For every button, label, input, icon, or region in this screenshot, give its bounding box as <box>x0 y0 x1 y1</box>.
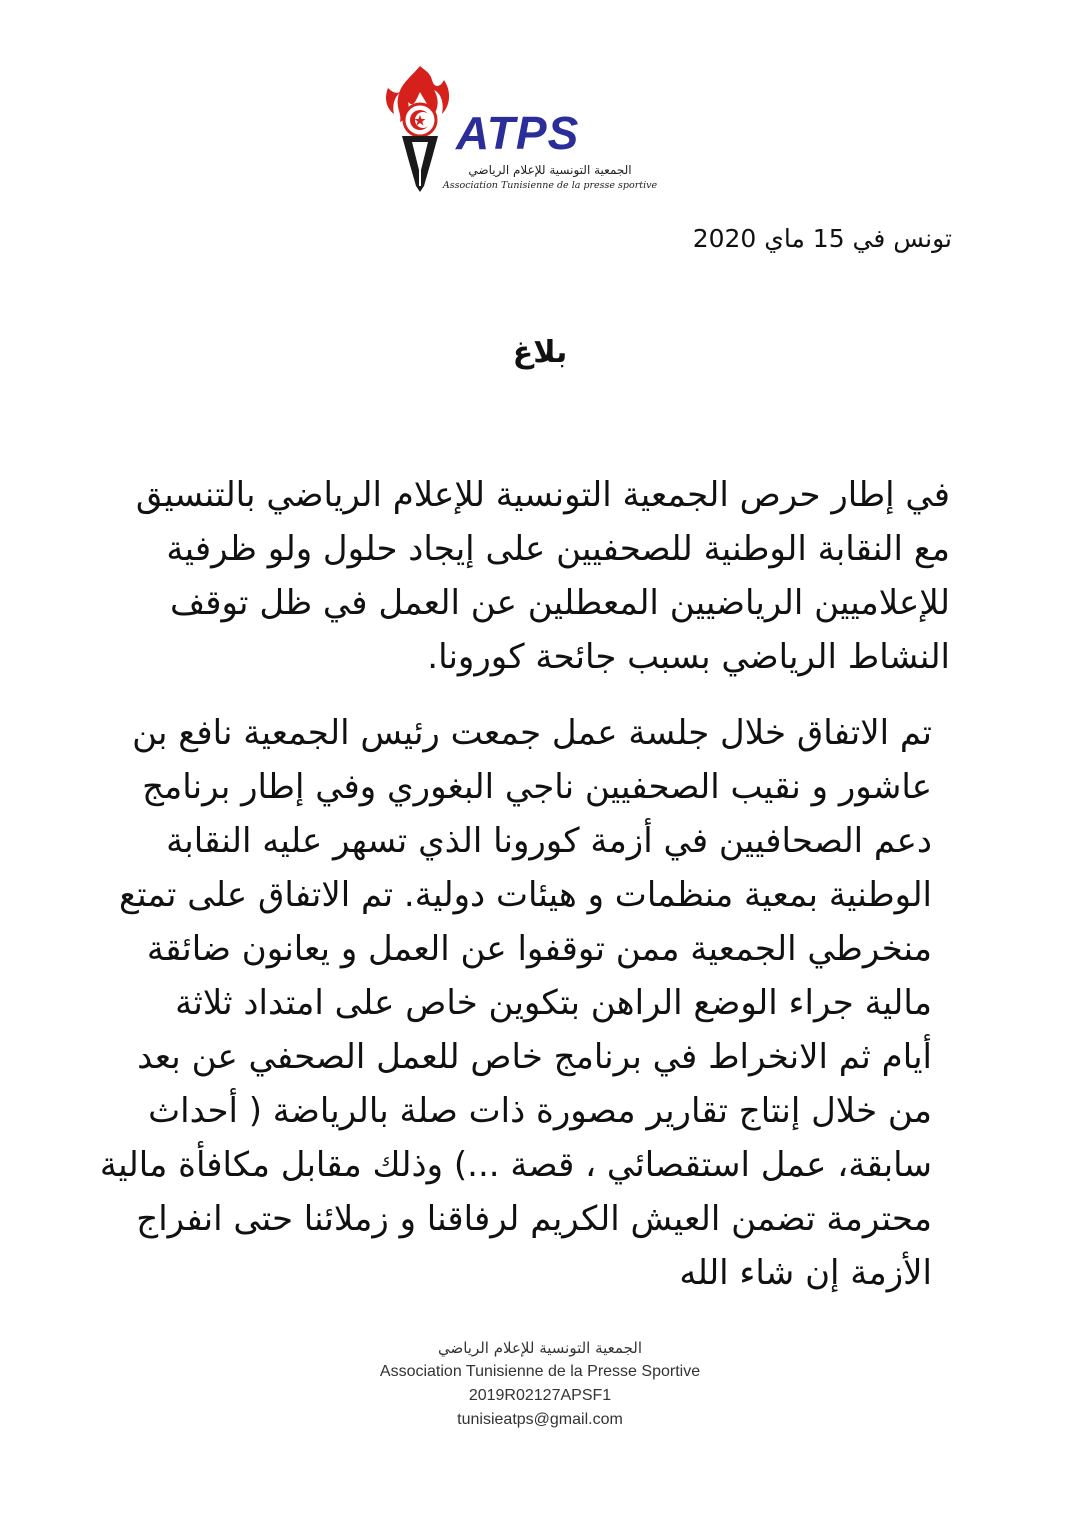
footer-email: tunisieatps@gmail.com <box>457 1411 623 1428</box>
paragraph-line: للإعلاميين الرياضيين المعطلين عن العمل في ظل توقف <box>170 583 950 623</box>
paragraph-line: من خلال إنتاج تقارير مصورة ذات صلة بالرياضة ( أحداث <box>148 1091 932 1131</box>
paragraph-line: في إطار حرص الجمعية التونسية للإعلام الرياضي بالتنسيق <box>135 475 950 515</box>
paragraph-line: سابقة، عمل استقصائي ، قصة ...) وذلك مقابل مكافأة مالية <box>99 1145 932 1185</box>
paragraph-line: محترمة تضمن العيش الكريم لرفاقنا و زملائنا حتى انفراج <box>136 1199 932 1239</box>
footer-french-name: Association Tunisienne de la Presse Sportive <box>379 1363 701 1380</box>
paragraph-line: عاشور و نقيب الصحفيين ناجي البغوري وفي إطار برنامج <box>142 767 932 807</box>
paragraph-1 <box>136 468 950 684</box>
paragraph-line: الأزمة إن شاء الله <box>679 1253 932 1293</box>
atps-logo <box>380 62 680 197</box>
document-title: بلاغ <box>512 335 568 370</box>
document-date: تونس في 15 ماي 2020 <box>692 224 952 253</box>
logo-arabic-name: الجمعية التونسية للإعلام الرياضي <box>468 163 632 177</box>
paragraph-line: تم الاتفاق خلال جلسة عمل جمعت رئيس الجمعية نافع بن <box>132 713 932 753</box>
footer-registration: 2019R02127APSF1 <box>468 1387 612 1404</box>
logo-french-name: Association Tunisienne de la presse sportive <box>442 180 658 191</box>
paragraph-line: النشاط الرياضي بسبب جائحة كورونا. <box>427 637 950 677</box>
paragraph-line: منخرطي الجمعية ممن توقفوا عن العمل و يعانون ضائقة <box>146 929 932 969</box>
paragraph-line: مالية جراء الوضع الراهن بتكوين خاص على امتداد ثلاثة <box>175 983 932 1023</box>
paragraph-2 <box>100 706 932 1300</box>
paragraph-line: دعم الصحافيين في أزمة كورونا الذي تسهر عليه النقابة <box>166 821 932 861</box>
paragraph-line: أيام ثم الانخراط في برنامج خاص للعمل الصحفي عن بعد <box>137 1037 932 1077</box>
logo-text: ATPS <box>456 107 580 159</box>
footer-arabic-name: الجمعية التونسية للإعلام الرياضي <box>437 1339 643 1357</box>
paragraph-line: مع النقابة الوطنية للصحفيين على إيجاد حلول ولو ظرفية <box>166 529 950 569</box>
paragraph-line: الوطنية بمعية منظمات و هيئات دولية. تم الاتفاق على تمتع <box>119 875 932 915</box>
footer <box>0 1336 1080 1432</box>
